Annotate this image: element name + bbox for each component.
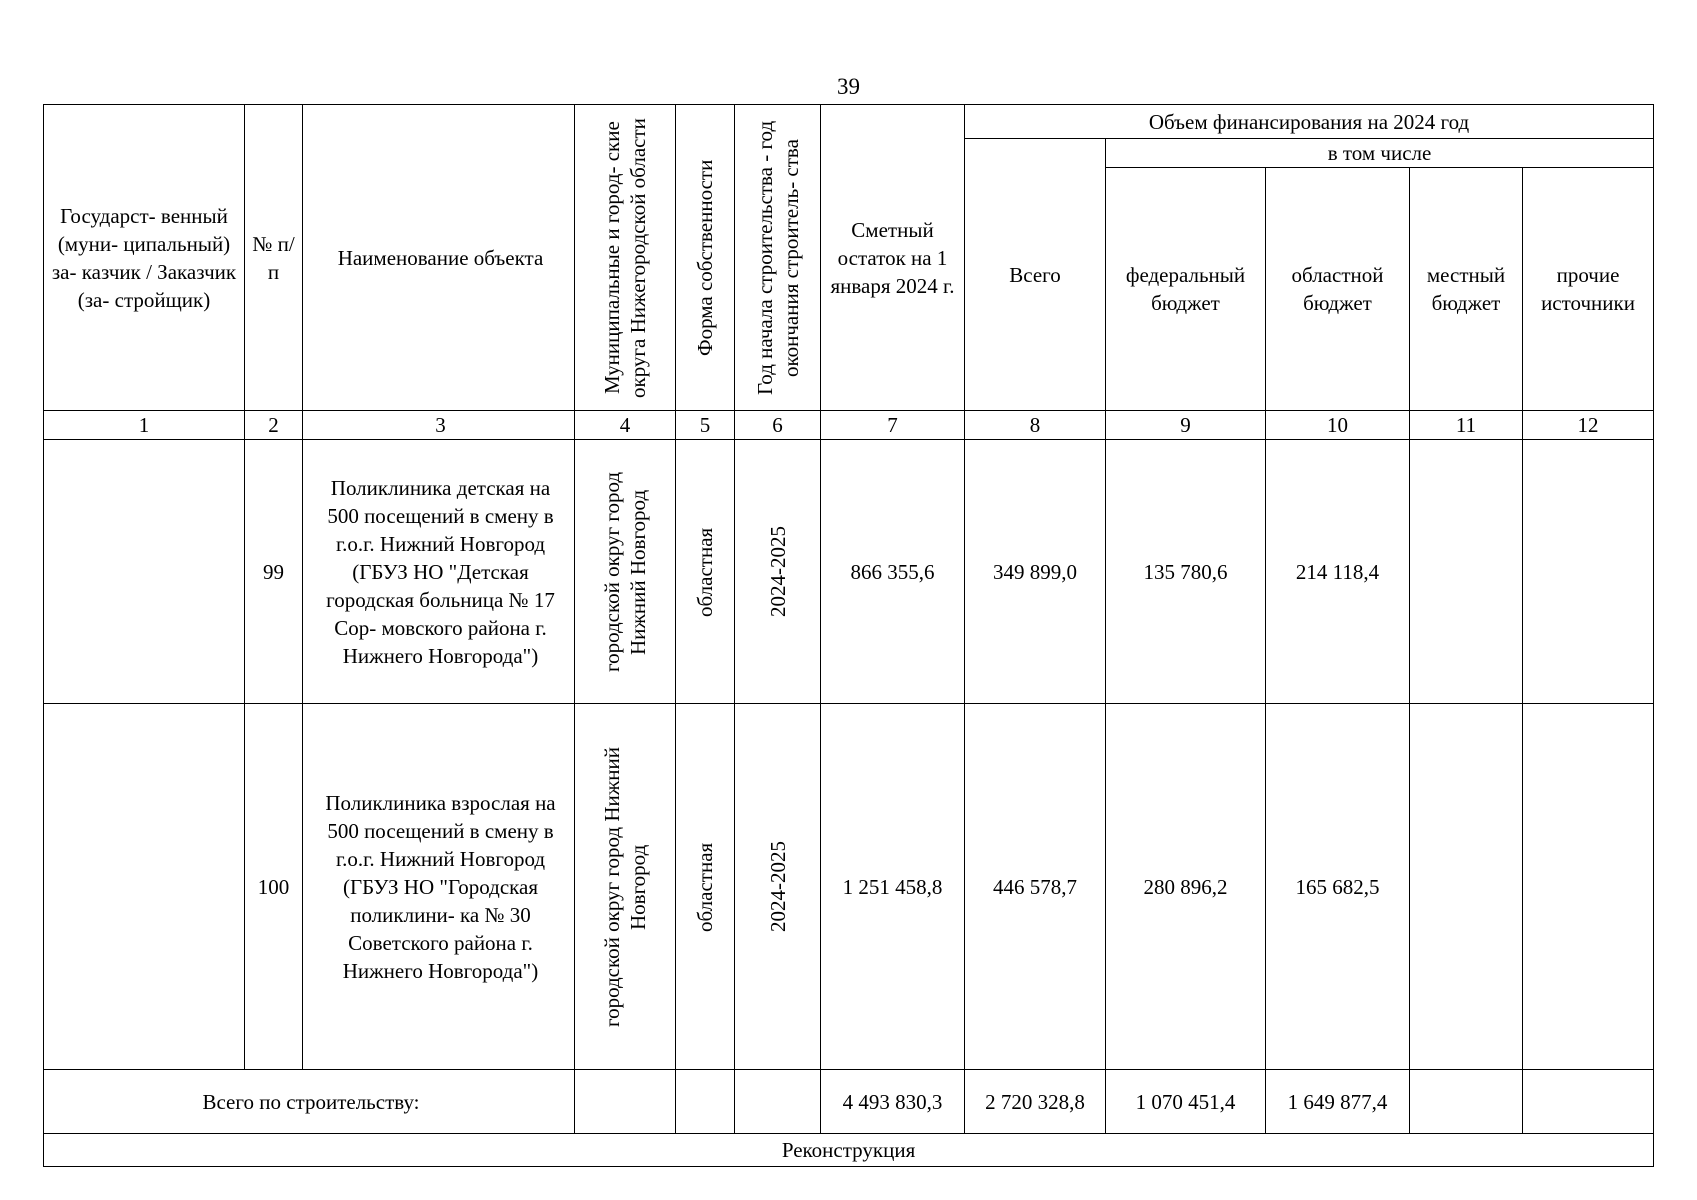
totals-total: 2 720 328,8 — [965, 1070, 1106, 1134]
table-row — [44, 704, 1654, 1070]
header-number: № п/п — [245, 105, 303, 411]
cell-estimate-balance: 866 355,6 — [821, 440, 965, 704]
funding-table — [43, 104, 1654, 1167]
cell-years-text: 2024-2025 — [765, 526, 790, 617]
section-heading: Реконструкция — [44, 1134, 1654, 1167]
header-regional: областной бюджет — [1266, 168, 1410, 411]
header-local: местный бюджет — [1410, 168, 1523, 411]
cell-local — [1410, 440, 1523, 704]
cell-estimate-balance: 1 251 458,8 — [821, 704, 965, 1070]
cell-customer — [44, 440, 245, 704]
page-number: 39 — [837, 74, 860, 99]
cell-years — [735, 440, 821, 704]
cell-federal: 135 780,6 — [1106, 440, 1266, 704]
cell-customer — [44, 704, 245, 1070]
cell-ownership — [676, 704, 735, 1070]
header-object-name: Наименование объекта — [303, 105, 575, 411]
totals-estimate-balance: 4 493 830,3 — [821, 1070, 965, 1134]
cell-municipality — [575, 704, 676, 1070]
cell-municipality-text: городской округ город Нижний Новгород — [600, 746, 650, 1027]
header-estimate-balance: Сметный остаток на 1 января 2024 г. — [821, 105, 965, 411]
header-federal: федеральный бюджет — [1106, 168, 1266, 411]
column-number: 12 — [1523, 411, 1654, 440]
cell-other — [1523, 440, 1654, 704]
column-number: 3 — [303, 411, 575, 440]
cell-total: 446 578,7 — [965, 704, 1106, 1070]
totals-label: Всего по строительству: — [44, 1070, 575, 1134]
header-other: прочие источники — [1523, 168, 1654, 411]
header-funding-group: Объем финансирования на 2024 год — [965, 105, 1654, 139]
cell-ownership-text: областная — [693, 526, 717, 617]
cell-number: 100 — [245, 704, 303, 1070]
cell-municipality-text: городской округ город Нижний Новгород — [600, 471, 650, 672]
cell-other — [1523, 704, 1654, 1070]
header-years-text: Год начала строительства - год окончания строитель- ства — [752, 120, 803, 395]
totals-municipality — [575, 1070, 676, 1134]
header-ownership — [676, 105, 735, 411]
column-number: 6 — [735, 411, 821, 440]
totals-local — [1410, 1070, 1523, 1134]
column-number: 10 — [1266, 411, 1410, 440]
header-row-1 — [44, 105, 1654, 139]
cell-number: 99 — [245, 440, 303, 704]
totals-other — [1523, 1070, 1654, 1134]
column-number: 5 — [676, 411, 735, 440]
column-number: 7 — [821, 411, 965, 440]
column-number: 2 — [245, 411, 303, 440]
totals-years — [735, 1070, 821, 1134]
header-municipality-text: Муниципальные и город- ские округа Нижегородской области — [600, 117, 650, 398]
header-including: в том числе — [1106, 139, 1654, 168]
cell-federal: 280 896,2 — [1106, 704, 1266, 1070]
header-total: Всего — [965, 139, 1106, 411]
header-municipality — [575, 105, 676, 411]
column-number: 11 — [1410, 411, 1523, 440]
cell-years-text: 2024-2025 — [765, 841, 790, 932]
cell-total: 349 899,0 — [965, 440, 1106, 704]
totals-ownership — [676, 1070, 735, 1134]
cell-ownership-text: областная — [693, 841, 717, 932]
header-customer: Государст- венный (муни- ципальный) за- казчик / Заказчик (за- стройщик) — [44, 105, 245, 411]
cell-object-name: Поликлиника детская на 500 посещений в смену в г.о.г. Нижний Новгород (ГБУЗ НО "Детская городская больница № 17 Сор- мовского района г. Нижнего Новгорода") — [303, 440, 575, 704]
column-number: 1 — [44, 411, 245, 440]
column-number: 9 — [1106, 411, 1266, 440]
totals-regional: 1 649 877,4 — [1266, 1070, 1410, 1134]
header-ownership-text: Форма собственности — [693, 159, 717, 356]
totals-row — [44, 1070, 1654, 1134]
section-heading-row — [44, 1134, 1654, 1167]
table-row — [44, 440, 1654, 704]
column-number: 4 — [575, 411, 676, 440]
cell-municipality — [575, 440, 676, 704]
cell-regional: 165 682,5 — [1266, 704, 1410, 1070]
column-number: 8 — [965, 411, 1106, 440]
totals-federal: 1 070 451,4 — [1106, 1070, 1266, 1134]
cell-ownership — [676, 440, 735, 704]
cell-years — [735, 704, 821, 1070]
column-numbers-row — [44, 411, 1654, 440]
cell-regional: 214 118,4 — [1266, 440, 1410, 704]
cell-object-name: Поликлиника взрослая на 500 посещений в смену в г.о.г. Нижний Новгород (ГБУЗ НО "Городская поликлини- ка № 30 Советского района г. Нижнего Новгорода") — [303, 704, 575, 1070]
header-years — [735, 105, 821, 411]
cell-local — [1410, 704, 1523, 1070]
